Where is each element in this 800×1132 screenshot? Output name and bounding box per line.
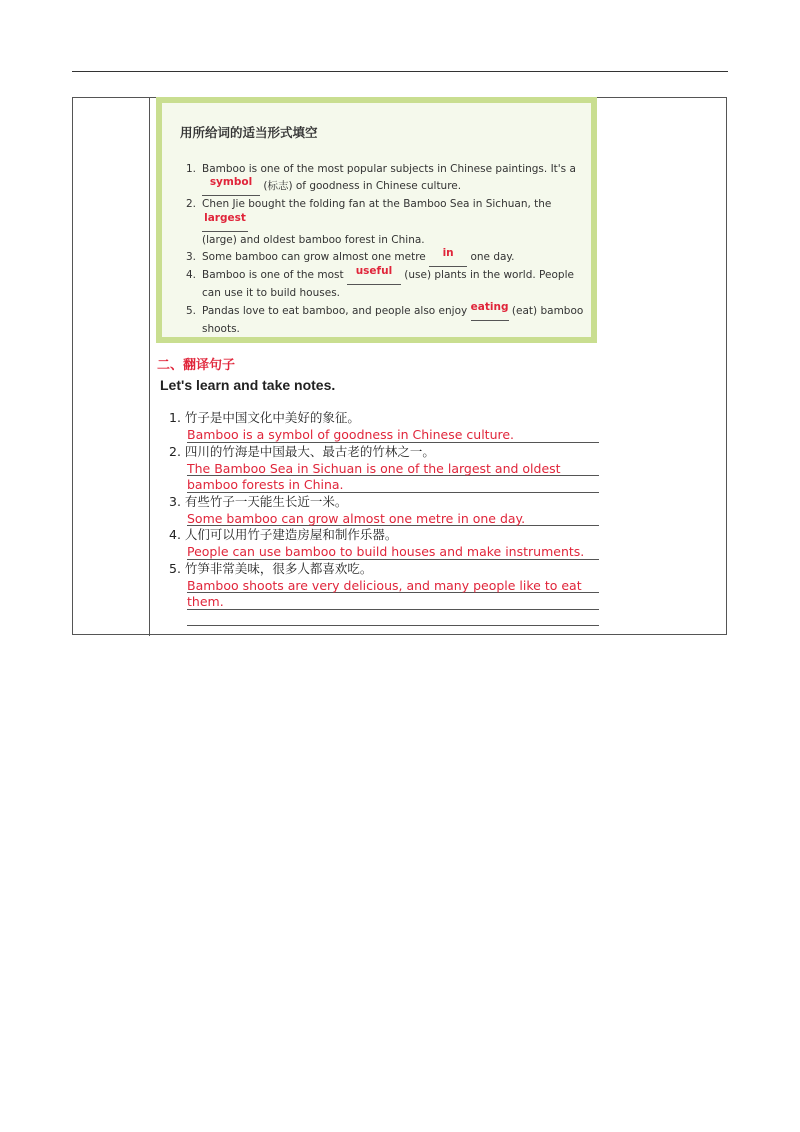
translation-prompt: 1. 竹子是中国文化中美好的象征。 bbox=[169, 410, 360, 425]
exercise-number: 5. bbox=[186, 304, 197, 317]
exercise-box bbox=[156, 97, 597, 343]
exercise-number: 4. bbox=[186, 269, 197, 282]
section-subtitle: Let's learn and take notes. bbox=[160, 377, 336, 393]
translation-item bbox=[169, 526, 605, 560]
exercise-text-after: (标志) of goodness in Chinese culture. bbox=[263, 180, 462, 193]
exercise-text-after: (use) plants in the world. People can use it to build houses. bbox=[202, 269, 574, 300]
answer-text: in bbox=[442, 247, 454, 260]
answer-line-blank bbox=[187, 610, 599, 627]
answer-text: largest bbox=[204, 211, 246, 224]
worksheet-table bbox=[72, 97, 727, 635]
exercise-text-before: Bamboo is one of the most bbox=[202, 269, 344, 282]
answer-line: Bamboo shoots are very delicious, and many people like to eat bbox=[187, 577, 599, 594]
exercise-title: 用所给词的适当形式填空 bbox=[180, 125, 318, 140]
exercise-text-after: one day. bbox=[470, 251, 515, 264]
answer-blank bbox=[202, 178, 260, 196]
exercise-text-after: (eat) bamboo shoots. bbox=[202, 304, 584, 335]
exercise-text-after: (large) and oldest bamboo forest in China. bbox=[202, 233, 425, 246]
answer-line: Some bamboo can grow almost one metre in one day. bbox=[187, 510, 599, 527]
answer-text: symbol bbox=[209, 176, 253, 189]
exercise-item bbox=[186, 161, 586, 196]
exercise-text-before: Bamboo is one of the most popular subjects in Chinese paintings. It's a bbox=[202, 163, 576, 175]
exercise-text-before: Chen Jie bought the folding fan at the Bamboo Sea in Sichuan, the bbox=[202, 198, 552, 211]
translation-prompt: 4. 人们可以用竹子建造房屋和制作乐器。 bbox=[169, 527, 398, 542]
answer-blank bbox=[347, 267, 401, 285]
answer-blank bbox=[429, 249, 467, 267]
answer-blank bbox=[470, 300, 509, 321]
exercise-item bbox=[186, 300, 586, 338]
translation-prompt: 2. 四川的竹海是中国最大、最古老的竹林之一。 bbox=[169, 443, 435, 459]
exercise-text-before: Pandas love to eat bamboo, and people also enjoy bbox=[202, 304, 468, 317]
translation-prompt: 5. 竹笋非常美味，很多人都喜欢吃。 bbox=[169, 560, 373, 576]
answer-line: them. bbox=[187, 593, 599, 610]
answer-line: Bamboo is a symbol of goodness in Chinese culture. bbox=[187, 426, 599, 443]
answer-line: People can use bamboo to build houses and make instruments. bbox=[187, 543, 599, 560]
answer-line: bamboo forests in China. bbox=[187, 476, 599, 493]
section-title: 二、翻译句子 bbox=[157, 358, 236, 373]
translation-item bbox=[169, 493, 605, 527]
answer-text: eating bbox=[470, 300, 509, 313]
translation-item bbox=[169, 443, 605, 493]
answer-blank bbox=[202, 211, 248, 232]
exercise-list bbox=[186, 161, 586, 338]
column-divider bbox=[149, 98, 150, 636]
exercise-number: 1. bbox=[186, 163, 197, 175]
answer-text: useful bbox=[355, 265, 393, 278]
exercise-item bbox=[186, 267, 586, 302]
exercise-number: 2. bbox=[186, 198, 197, 211]
translation-list bbox=[169, 409, 605, 626]
exercise-number: 3. bbox=[186, 251, 197, 264]
exercise-text-before: Some bamboo can grow almost one metre bbox=[202, 251, 426, 264]
translation-item bbox=[169, 409, 605, 443]
translation-prompt: 3. 有些竹子一天能生长近一米。 bbox=[169, 493, 348, 509]
translation-item bbox=[169, 560, 605, 627]
exercise-item bbox=[186, 196, 586, 249]
header-rule bbox=[72, 71, 728, 72]
answer-line: The Bamboo Sea in Sichuan is one of the largest and oldest bbox=[187, 460, 599, 477]
